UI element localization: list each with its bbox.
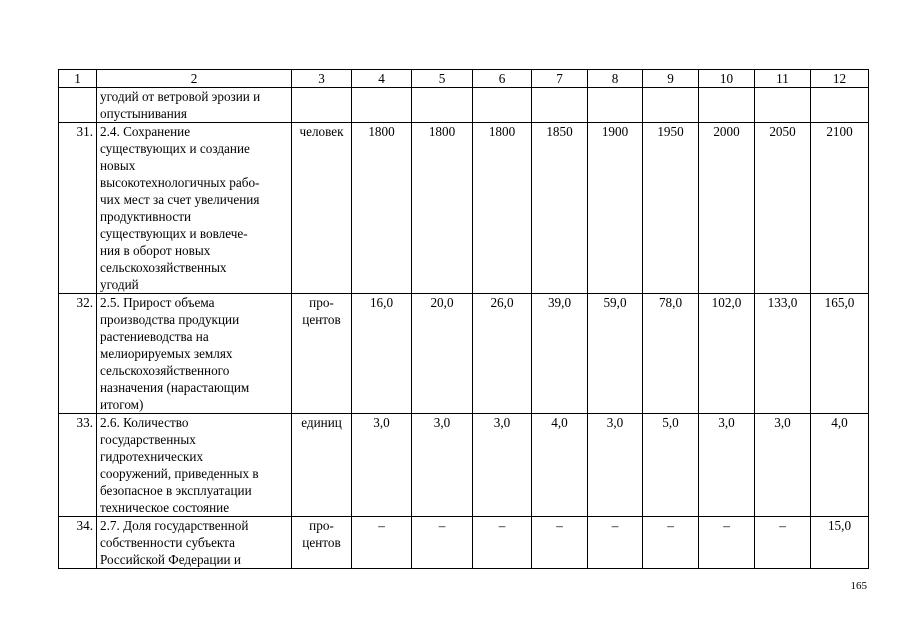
value-cell	[352, 88, 412, 123]
value-cell	[643, 88, 699, 123]
header-cell: 4	[352, 70, 412, 88]
value-cell	[699, 88, 755, 123]
indicators-table	[58, 69, 869, 569]
header-cell: 5	[412, 70, 473, 88]
table-row	[59, 123, 869, 294]
value-cell: –	[352, 517, 412, 569]
table-row	[59, 414, 869, 517]
row-number	[59, 88, 97, 123]
value-cell: –	[643, 517, 699, 569]
value-cell: 15,0	[811, 517, 869, 569]
indicator-name: 2.4. Сохранение существующих и создание новых высокотехнологичных рабо- чих мест за счет увеличения продуктивности существующих и вовлече- ния в оборот новых сельскохозяйственных угодий	[97, 123, 292, 294]
value-cell: 133,0	[755, 294, 811, 414]
value-cell: 78,0	[643, 294, 699, 414]
header-cell: 9	[643, 70, 699, 88]
value-cell: 1800	[352, 123, 412, 294]
value-cell	[532, 88, 588, 123]
unit-cell: про- центов	[292, 294, 352, 414]
value-cell: 2050	[755, 123, 811, 294]
table-row	[59, 88, 869, 123]
header-cell: 12	[811, 70, 869, 88]
value-cell: 1850	[532, 123, 588, 294]
indicator-name: угодий от ветровой эрозии и опустынивания	[97, 88, 292, 123]
value-cell: 4,0	[532, 414, 588, 517]
value-cell: 3,0	[699, 414, 755, 517]
indicator-name: 2.5. Прирост объема производства продукции растениеводства на мелиорируемых землях сельскохозяйственного назначения (нарастающим итогом)	[97, 294, 292, 414]
value-cell: 3,0	[352, 414, 412, 517]
header-cell: 10	[699, 70, 755, 88]
value-cell: 1900	[588, 123, 643, 294]
table-row	[59, 517, 869, 569]
row-number: 34.	[59, 517, 97, 569]
value-cell: –	[532, 517, 588, 569]
value-cell: 2000	[699, 123, 755, 294]
value-cell	[412, 88, 473, 123]
value-cell: 16,0	[352, 294, 412, 414]
unit-cell: единиц	[292, 414, 352, 517]
header-cell: 11	[755, 70, 811, 88]
indicator-name: 2.7. Доля государственной собственности субъекта Российской Федерации и	[97, 517, 292, 569]
value-cell	[588, 88, 643, 123]
value-cell: 3,0	[412, 414, 473, 517]
header-cell: 3	[292, 70, 352, 88]
unit-cell: про- центов	[292, 517, 352, 569]
value-cell: 1950	[643, 123, 699, 294]
unit-cell	[292, 88, 352, 123]
value-cell: 26,0	[473, 294, 532, 414]
value-cell: –	[755, 517, 811, 569]
value-cell	[473, 88, 532, 123]
value-cell	[811, 88, 869, 123]
value-cell: 5,0	[643, 414, 699, 517]
value-cell: –	[699, 517, 755, 569]
value-cell: 3,0	[473, 414, 532, 517]
indicator-name: 2.6. Количество государственных гидротехнических сооружений, приведенных в безопасное в эксплуатации техническое состояние	[97, 414, 292, 517]
header-cell: 6	[473, 70, 532, 88]
table-row	[59, 294, 869, 414]
value-cell: 20,0	[412, 294, 473, 414]
value-cell: 1800	[412, 123, 473, 294]
value-cell: 59,0	[588, 294, 643, 414]
value-cell: 3,0	[755, 414, 811, 517]
unit-cell: человек	[292, 123, 352, 294]
value-cell: 39,0	[532, 294, 588, 414]
value-cell: 4,0	[811, 414, 869, 517]
page-number: 165	[850, 580, 867, 592]
value-cell	[755, 88, 811, 123]
value-cell: 3,0	[588, 414, 643, 517]
value-cell: –	[412, 517, 473, 569]
header-cell: 1	[59, 70, 97, 88]
value-cell: 102,0	[699, 294, 755, 414]
header-row	[59, 70, 869, 88]
value-cell: –	[473, 517, 532, 569]
row-number: 32.	[59, 294, 97, 414]
value-cell: 2100	[811, 123, 869, 294]
value-cell: 165,0	[811, 294, 869, 414]
row-number: 33.	[59, 414, 97, 517]
row-number: 31.	[59, 123, 97, 294]
header-cell: 7	[532, 70, 588, 88]
value-cell: 1800	[473, 123, 532, 294]
value-cell: –	[588, 517, 643, 569]
header-cell: 8	[588, 70, 643, 88]
header-cell: 2	[97, 70, 292, 88]
